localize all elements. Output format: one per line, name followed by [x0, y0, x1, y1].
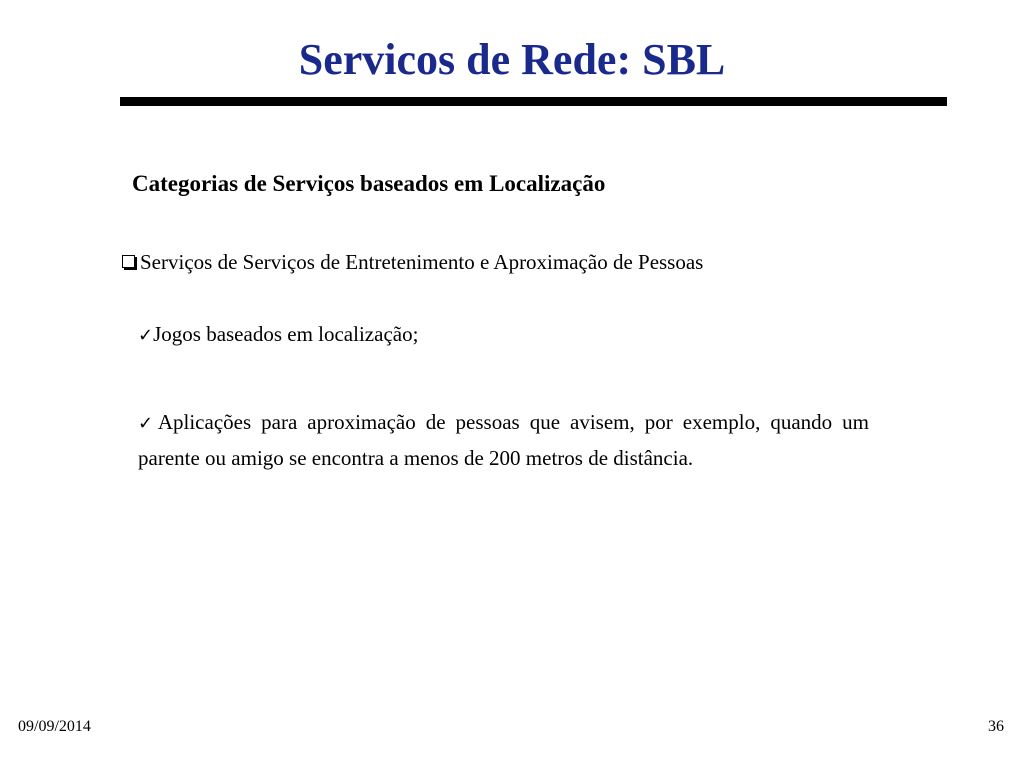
main-bullet	[122, 250, 703, 275]
sub-bullet-games	[138, 322, 418, 347]
square-bullet-icon	[122, 255, 135, 268]
section-subheading: Categorias de Serviços baseados em Localização	[132, 171, 606, 196]
title-divider	[120, 97, 947, 106]
slide-title: Servicos de Rede: SBL	[298, 35, 726, 84]
sub-bullet-games-text: Jogos baseados em localização;	[153, 322, 419, 346]
page-number: 36	[988, 718, 1004, 735]
checkmark-icon: ✓	[138, 325, 154, 346]
checkmark-icon: ✓	[138, 413, 158, 434]
footer-date: 09/09/2014	[18, 718, 91, 735]
sub-bullet-proximity	[138, 405, 869, 475]
sub-bullet-proximity-text: Aplicações para aproximação de pessoas que avisem, por exemplo, quando um parente ou amigo se encontra a menos de 200 metros de distância.	[138, 410, 869, 470]
main-bullet-text: Serviços de Serviços de Entretenimento e Aproximação de Pessoas	[140, 250, 704, 274]
